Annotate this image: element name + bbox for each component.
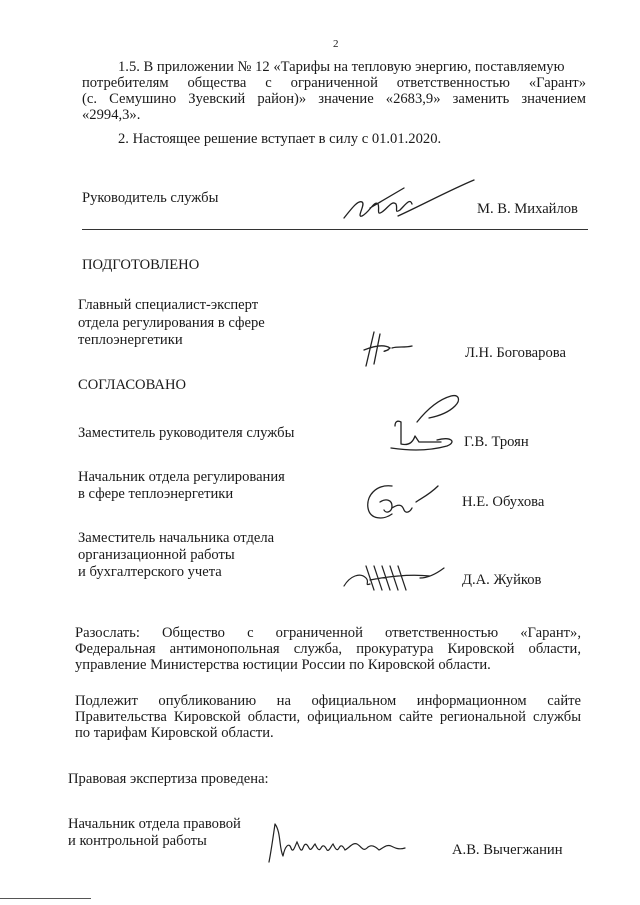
prepared-heading: ПОДГОТОВЛЕНО bbox=[82, 257, 200, 273]
paragraph-1-5-line-1: 1.5. В приложении № 12 «Тарифы на тепловую энергию, поставляемую bbox=[118, 59, 565, 75]
prepared-position-line-3: теплоэнергетики bbox=[78, 332, 183, 348]
head-title: Руководитель службы bbox=[82, 190, 219, 206]
agreed-signer-3-position-line-1: Заместитель начальника отдела bbox=[78, 530, 275, 546]
agreed-signer-2-position-line-2: в сфере теплоэнергетики bbox=[78, 486, 234, 502]
paragraph-2: 2. Настоящее решение вступает в силу с 01.01.2020. bbox=[118, 131, 442, 147]
head-signature bbox=[340, 178, 480, 233]
agreed-heading: СОГЛАСОВАНО bbox=[78, 377, 187, 393]
agreed-signer-1-position: Заместитель руководителя службы bbox=[78, 425, 295, 441]
legal-review-position-line-1: Начальник отдела правовой bbox=[68, 816, 241, 832]
publication-line-2: Правительства Кировской области, официальном сайте региональной службы bbox=[75, 709, 581, 725]
agreed-signer-2-name: Н.Е. Обухова bbox=[462, 494, 545, 510]
agreed-signer-2-signature bbox=[362, 478, 452, 533]
prepared-position-line-2: отдела регулирования в сфере bbox=[78, 315, 265, 331]
footer-rule bbox=[0, 898, 91, 899]
prepared-position-line-1: Главный специалист-эксперт bbox=[78, 297, 259, 313]
page-number: 2 bbox=[333, 38, 339, 50]
paragraph-1-5-line-3: (с. Семушино Зуевский район)» значение «2683,9» заменить значением bbox=[82, 91, 586, 107]
agreed-signer-1-signature bbox=[385, 392, 475, 467]
prepared-signature bbox=[360, 330, 420, 375]
section-divider bbox=[82, 229, 588, 230]
legal-review-position-line-2: и контрольной работы bbox=[68, 833, 207, 849]
agreed-signer-3-name: Д.А. Жуйков bbox=[462, 572, 542, 588]
agreed-signer-2-position-line-1: Начальник отдела регулирования bbox=[78, 469, 285, 485]
legal-review-name: А.В. Вычегжанин bbox=[452, 842, 563, 858]
prepared-name: Л.Н. Боговарова bbox=[465, 345, 566, 361]
agreed-signer-1-name: Г.В. Троян bbox=[464, 434, 529, 450]
publication-line-1: Подлежит опубликованию на официальном информационном сайте bbox=[75, 693, 581, 709]
distribution-line-1: Разослать: Общество с ограниченной ответственностью «Гарант», bbox=[75, 625, 581, 641]
distribution-line-3: управление Министерства юстиции России по Кировской области. bbox=[75, 657, 491, 673]
legal-review-signature bbox=[265, 818, 415, 873]
legal-review-statement: Правовая экспертиза проведена: bbox=[68, 771, 269, 787]
publication-line-3: по тарифам Кировской области. bbox=[75, 725, 274, 741]
paragraph-1-5-line-2: потребителям общества с ограниченной ответственностью «Гарант» bbox=[82, 75, 586, 91]
agreed-signer-3-position-line-2: организационной работы bbox=[78, 547, 235, 563]
distribution-line-2: Федеральная антимонопольная служба, прокуратура Кировской области, bbox=[75, 641, 581, 657]
agreed-signer-3-signature bbox=[340, 556, 450, 601]
paragraph-1-5-line-4: «2994,3». bbox=[82, 107, 141, 123]
head-name: М. В. Михайлов bbox=[477, 201, 578, 217]
agreed-signer-3-position-line-3: и бухгалтерского учета bbox=[78, 564, 222, 580]
